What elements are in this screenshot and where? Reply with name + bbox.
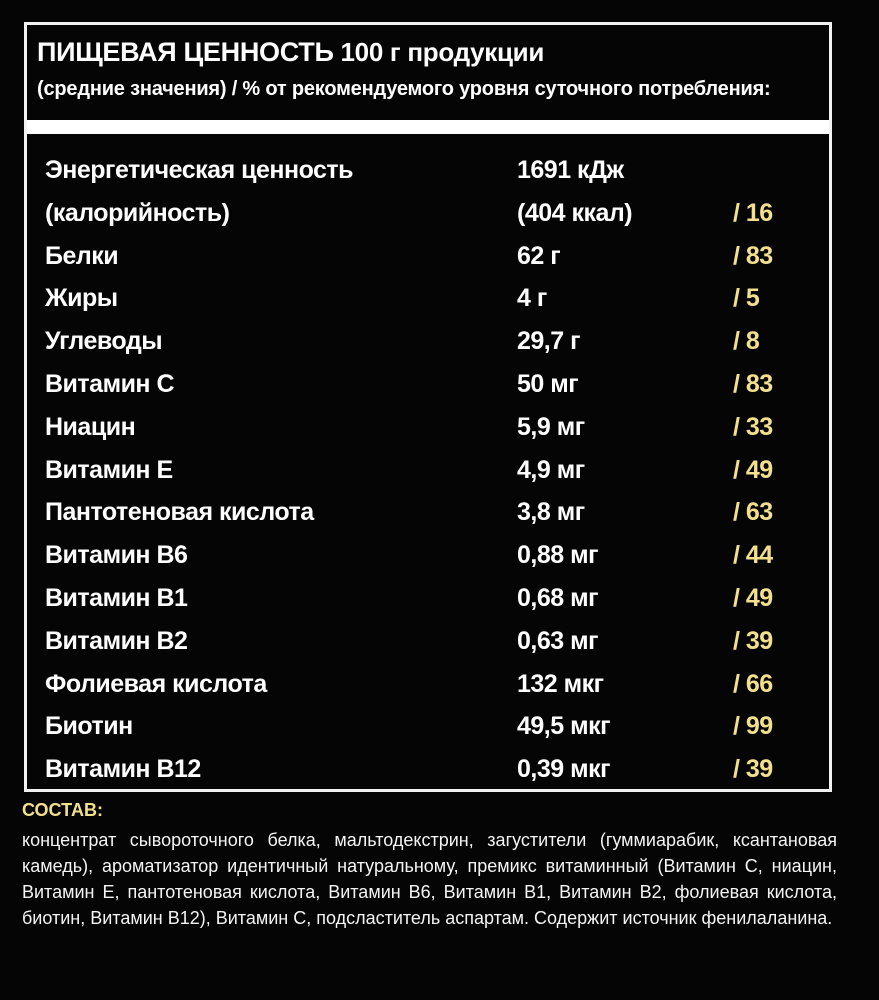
header-divider bbox=[27, 120, 829, 134]
nutrient-percent: / 5 bbox=[733, 284, 760, 313]
table-row bbox=[27, 448, 829, 491]
title-rest: 100 г продукции bbox=[340, 37, 545, 67]
nutrient-value: 0,88 мг bbox=[517, 541, 599, 570]
nutrient-percent: / 44 bbox=[733, 541, 773, 570]
nutrient-percent: / 99 bbox=[733, 712, 773, 741]
nutrient-value: 0,39 мкг bbox=[517, 755, 611, 784]
table-row bbox=[27, 362, 829, 405]
nutrient-percent: / 39 bbox=[733, 626, 773, 655]
nutrient-percent: / 83 bbox=[733, 369, 773, 398]
table-row bbox=[27, 405, 829, 448]
nutrient-value: 4,9 мг bbox=[517, 455, 585, 484]
nutrient-value: 3,8 мг bbox=[517, 498, 585, 527]
nutrient-value: 29,7 г bbox=[517, 327, 581, 356]
nutrient-value: 5,9 мг bbox=[517, 412, 585, 441]
nutrition-table bbox=[27, 148, 829, 790]
nutrient-name: Витамин В6 bbox=[45, 541, 188, 570]
table-row bbox=[27, 276, 829, 319]
table-row bbox=[27, 619, 829, 662]
table-row bbox=[27, 191, 829, 234]
table-row bbox=[27, 148, 829, 191]
title-bold: ПИЩЕВАЯ ЦЕННОСТЬ bbox=[37, 37, 334, 67]
nutrition-header bbox=[37, 37, 827, 101]
nutrient-name: Ниацин bbox=[45, 412, 136, 441]
nutrient-value: 4 г bbox=[517, 284, 547, 313]
nutrient-percent: / 63 bbox=[733, 498, 773, 527]
table-row bbox=[27, 490, 829, 533]
table-row bbox=[27, 319, 829, 362]
nutrient-name: Углеводы bbox=[45, 327, 163, 356]
nutrient-name: Витамин В12 bbox=[45, 755, 201, 784]
nutrient-value: 49,5 мкг bbox=[517, 712, 611, 741]
nutrient-name: Пантотеновая кислота bbox=[45, 498, 314, 527]
nutrient-name: Энергетическая ценность bbox=[45, 156, 354, 184]
table-row bbox=[27, 576, 829, 619]
nutrient-percent: / 16 bbox=[733, 198, 773, 227]
table-row bbox=[27, 533, 829, 576]
nutrient-name: Фолиевая кислота bbox=[45, 669, 267, 698]
nutrient-name: Витамин Е bbox=[45, 455, 173, 484]
nutrient-percent: / 66 bbox=[733, 669, 773, 698]
nutrition-title bbox=[37, 37, 827, 68]
nutrient-percent: / 49 bbox=[733, 583, 773, 612]
nutrient-name: Биотин bbox=[45, 712, 133, 741]
nutrient-name: Витамин В2 bbox=[45, 626, 188, 655]
nutrition-subtitle: (средние значения) / % от рекомендуемого уровня суточного потребления: bbox=[37, 78, 771, 100]
nutrient-value: 0,68 мг bbox=[517, 583, 599, 612]
composition-text: концентрат сывороточного белка, мальтодекстрин, загустители (гуммиарабик, ксантановая камедь), ароматизатор идентичный натуральному, премикс витаминный (Витамин С, ниацин, Витамин Е, пантотеновая кислота, Витамин В6, Витамин В1, Витамин В2, фолиевая кислота, биотин, Витамин В12), Витамин С, подсластитель аспартам. Содержит источник фенилаланина. bbox=[22, 830, 837, 928]
nutrient-name: Белки bbox=[45, 241, 119, 270]
nutrition-panel bbox=[24, 22, 832, 792]
nutrient-name: (калорийность) bbox=[45, 198, 230, 227]
table-row bbox=[27, 662, 829, 705]
composition-section bbox=[22, 800, 837, 931]
nutrient-percent: / 83 bbox=[733, 241, 773, 270]
table-row bbox=[27, 704, 829, 747]
nutrient-value: 0,63 мг bbox=[517, 626, 599, 655]
nutrient-value: (404 ккал) bbox=[517, 198, 633, 227]
table-row bbox=[27, 234, 829, 277]
nutrient-percent: / 49 bbox=[733, 455, 773, 484]
nutrient-percent: / 33 bbox=[733, 412, 773, 441]
nutrient-percent: / 39 bbox=[733, 755, 773, 784]
nutrient-name: Жиры bbox=[45, 284, 118, 313]
nutrient-value: 1691 кДж bbox=[517, 156, 624, 184]
nutrient-percent: / 8 bbox=[733, 327, 760, 356]
nutrient-name: Витамин В1 bbox=[45, 583, 188, 612]
composition-title: СОСТАВ: bbox=[22, 800, 103, 820]
nutrient-value: 132 мкг bbox=[517, 669, 604, 698]
nutrient-value: 50 мг bbox=[517, 369, 579, 398]
nutrient-value: 62 г bbox=[517, 241, 561, 270]
nutrient-name: Витамин C bbox=[45, 369, 175, 398]
table-row bbox=[27, 747, 829, 790]
